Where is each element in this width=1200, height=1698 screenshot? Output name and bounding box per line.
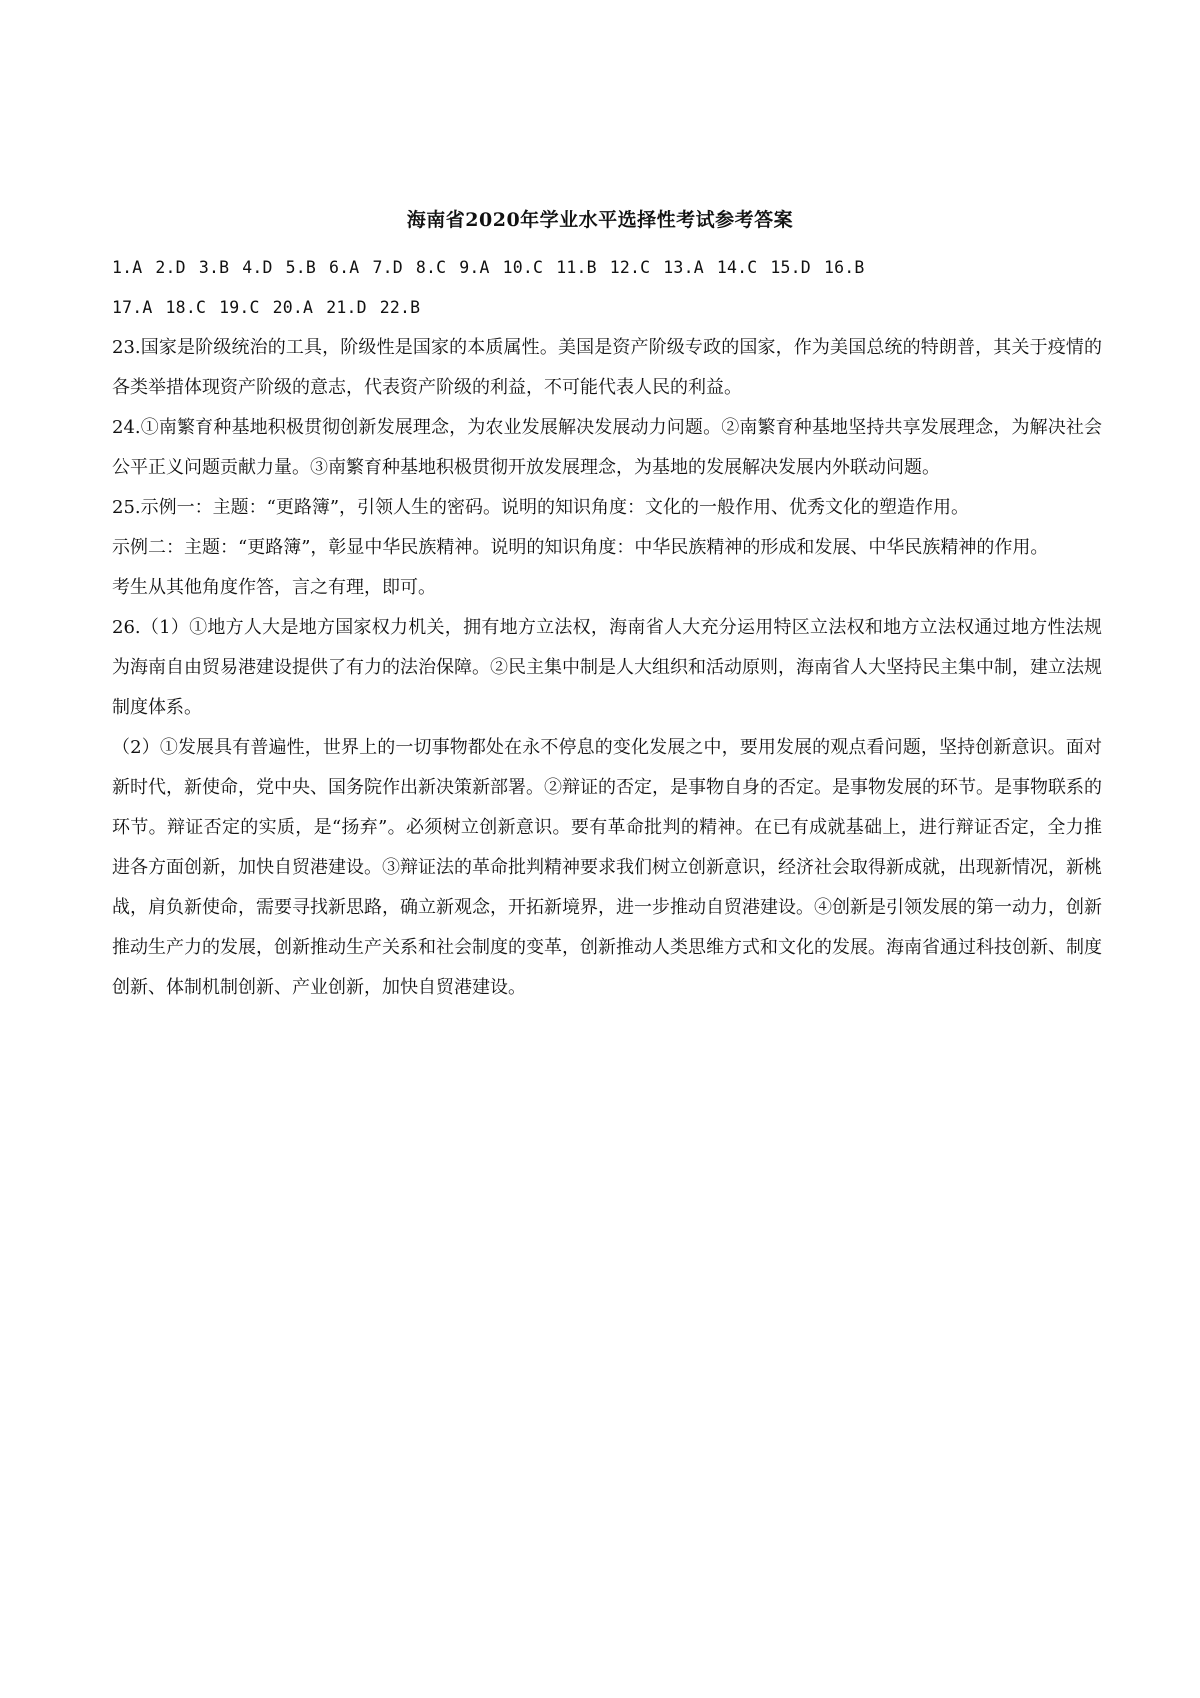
choice-answer: 17.A [112,298,153,317]
choice-answer: 3.B [198,258,230,277]
answer-paragraph-24: 24.①南繁育种基地积极贯彻创新发展理念，为农业发展解决发展动力问题。②南繁育种基地坚持共享发展理念，为解决社会公平正义问题贡献力量。③南繁育种基地积极贯彻开放发展理念，为基地的发展解决发展内外联动问题。 [112,417,1102,478]
choice-answer: 15.D [770,258,811,277]
document-title: 海南省2020年学业水平选择性考试参考答案 [406,209,794,231]
choice-answer: 16.B [823,258,865,277]
choice-answers-row-2 [112,288,1102,328]
choice-answer: 9.A [459,258,490,277]
choice-answer: 8.C [415,258,447,277]
answer-paragraph-26-part-2: （2）①发展具有普遍性，世界上的一切事物都处在永不停息的变化发展之中，要用发展的观点看问题，坚持创新意识。面对新时代，新使命，党中央、国务院作出新决策新部署。②辩证的否定，是事物自身的否定。是事物发展的环节。是事物联系的环节。辩证否定的实质，是“扬弃”。必须树立创新意识。要有革命批判的精神。在已有成就基础上，进行辩证否定，全力推进各方面创新，加快自贸港建设。③辩证法的革命批判精神要求我们树立创新意识，经济社会取得新成就，出现新情况，新桃战，肩负新使命，需要寻找新思路，确立新观念，开拓新境界，进一步推动自贸港建设。④创新是引领发展的第一动力，创新推动生产力的发展，创新推动生产关系和社会制度的变革，创新推动人类思维方式和文化的发展。海南省通过科技创新、制度创新、体制机制创新、产业创新，加快自贸港建设。 [112,737,1102,998]
answer-paragraph-25-example-2: 示例二：主题：“更路簿”，彰显中华民族精神。说明的知识角度：中华民族精神的形成和发展、中华民族精神的作用。 [112,537,1049,558]
choice-answers-row-1 [112,248,1102,288]
answer-paragraph-26-part-1: 26.（1）①地方人大是地方国家权力机关，拥有地方立法权，海南省人大充分运用特区立法权和地方立法权通过地方性法规为海南自由贸易港建设提供了有力的法治保障。②民主集中制是人大组织和活动原则，海南省人大坚持民主集中制，建立法规制度体系。 [112,617,1102,718]
choice-answer: 18.C [165,298,207,317]
choice-answer: 19.C [219,298,260,317]
choice-answer: 21.D [326,298,367,317]
choice-answer: 22.B [379,298,421,317]
choice-answer: 20.A [272,298,314,317]
answer-paragraph-23: 23.国家是阶级统治的工具，阶级性是国家的本质属性。美国是资产阶级专政的国家，作为美国总统的特朗普，其关于疫情的各类举措体现资产阶级的意志，代表资产阶级的利益，不可能代表人民的利益。 [112,337,1102,398]
choice-answer: 4.D [242,258,273,277]
answer-paragraph-25-note: 考生从其他角度作答，言之有理，即可。 [112,577,436,598]
choice-answer: 11.B [556,258,597,277]
answer-paragraph-25-example-1: 25.示例一：主题：“更路簿”，引领人生的密码。说明的知识角度：文化的一般作用、优秀文化的塑造作用。 [112,497,970,518]
choice-answer: 10.C [502,258,544,277]
choice-answer: 7.D [372,258,403,277]
choice-answer: 2.D [155,258,186,277]
choice-answer: 6.A [329,258,360,277]
choice-answer: 14.C [716,258,758,277]
choice-answer: 12.C [609,258,651,277]
choice-answer: 1.A [112,258,143,277]
answer-body [112,248,1102,1008]
choice-answer: 13.A [663,258,704,277]
choice-answer: 5.B [285,258,317,277]
